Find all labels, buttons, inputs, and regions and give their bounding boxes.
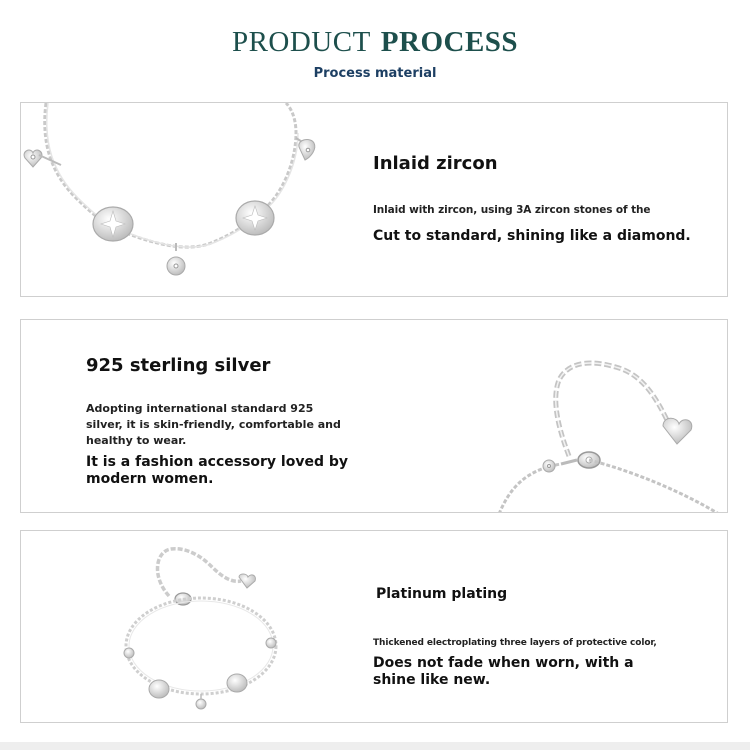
- page-subtitle: Process material: [313, 66, 437, 81]
- section-card-plating: [20, 530, 728, 723]
- section-description: Thickened electroplating three layers of protective color,: [373, 638, 657, 648]
- section-highlight: Cut to standard, shining like a diamond.: [373, 228, 691, 244]
- title-bold: PROCESS: [380, 26, 519, 58]
- section-description: Adopting international standard 925 silver, it is skin-friendly, comfortable and healthy to wear.: [86, 402, 341, 447]
- bottom-divider: [0, 742, 750, 750]
- title-light: PRODUCT: [231, 26, 371, 58]
- section-highlight: It is a fashion accessory loved by modern women.: [86, 454, 349, 487]
- section-heading: Inlaid zircon: [373, 153, 498, 174]
- section-heading: Platinum plating: [376, 586, 508, 602]
- bracelet-full-image: [91, 531, 351, 723]
- section-card-zircon: [20, 102, 728, 297]
- section-heading: 925 sterling silver: [86, 355, 271, 376]
- section-description: Inlaid with zircon, using 3A zircon stones of the: [373, 204, 651, 216]
- bracelet-clasp-image: [479, 320, 728, 513]
- page-title: [0, 26, 750, 59]
- section-highlight: Does not fade when worn, with a shine like new.: [373, 655, 634, 688]
- bracelet-charms-image: [21, 103, 341, 297]
- section-card-silver: [20, 319, 728, 513]
